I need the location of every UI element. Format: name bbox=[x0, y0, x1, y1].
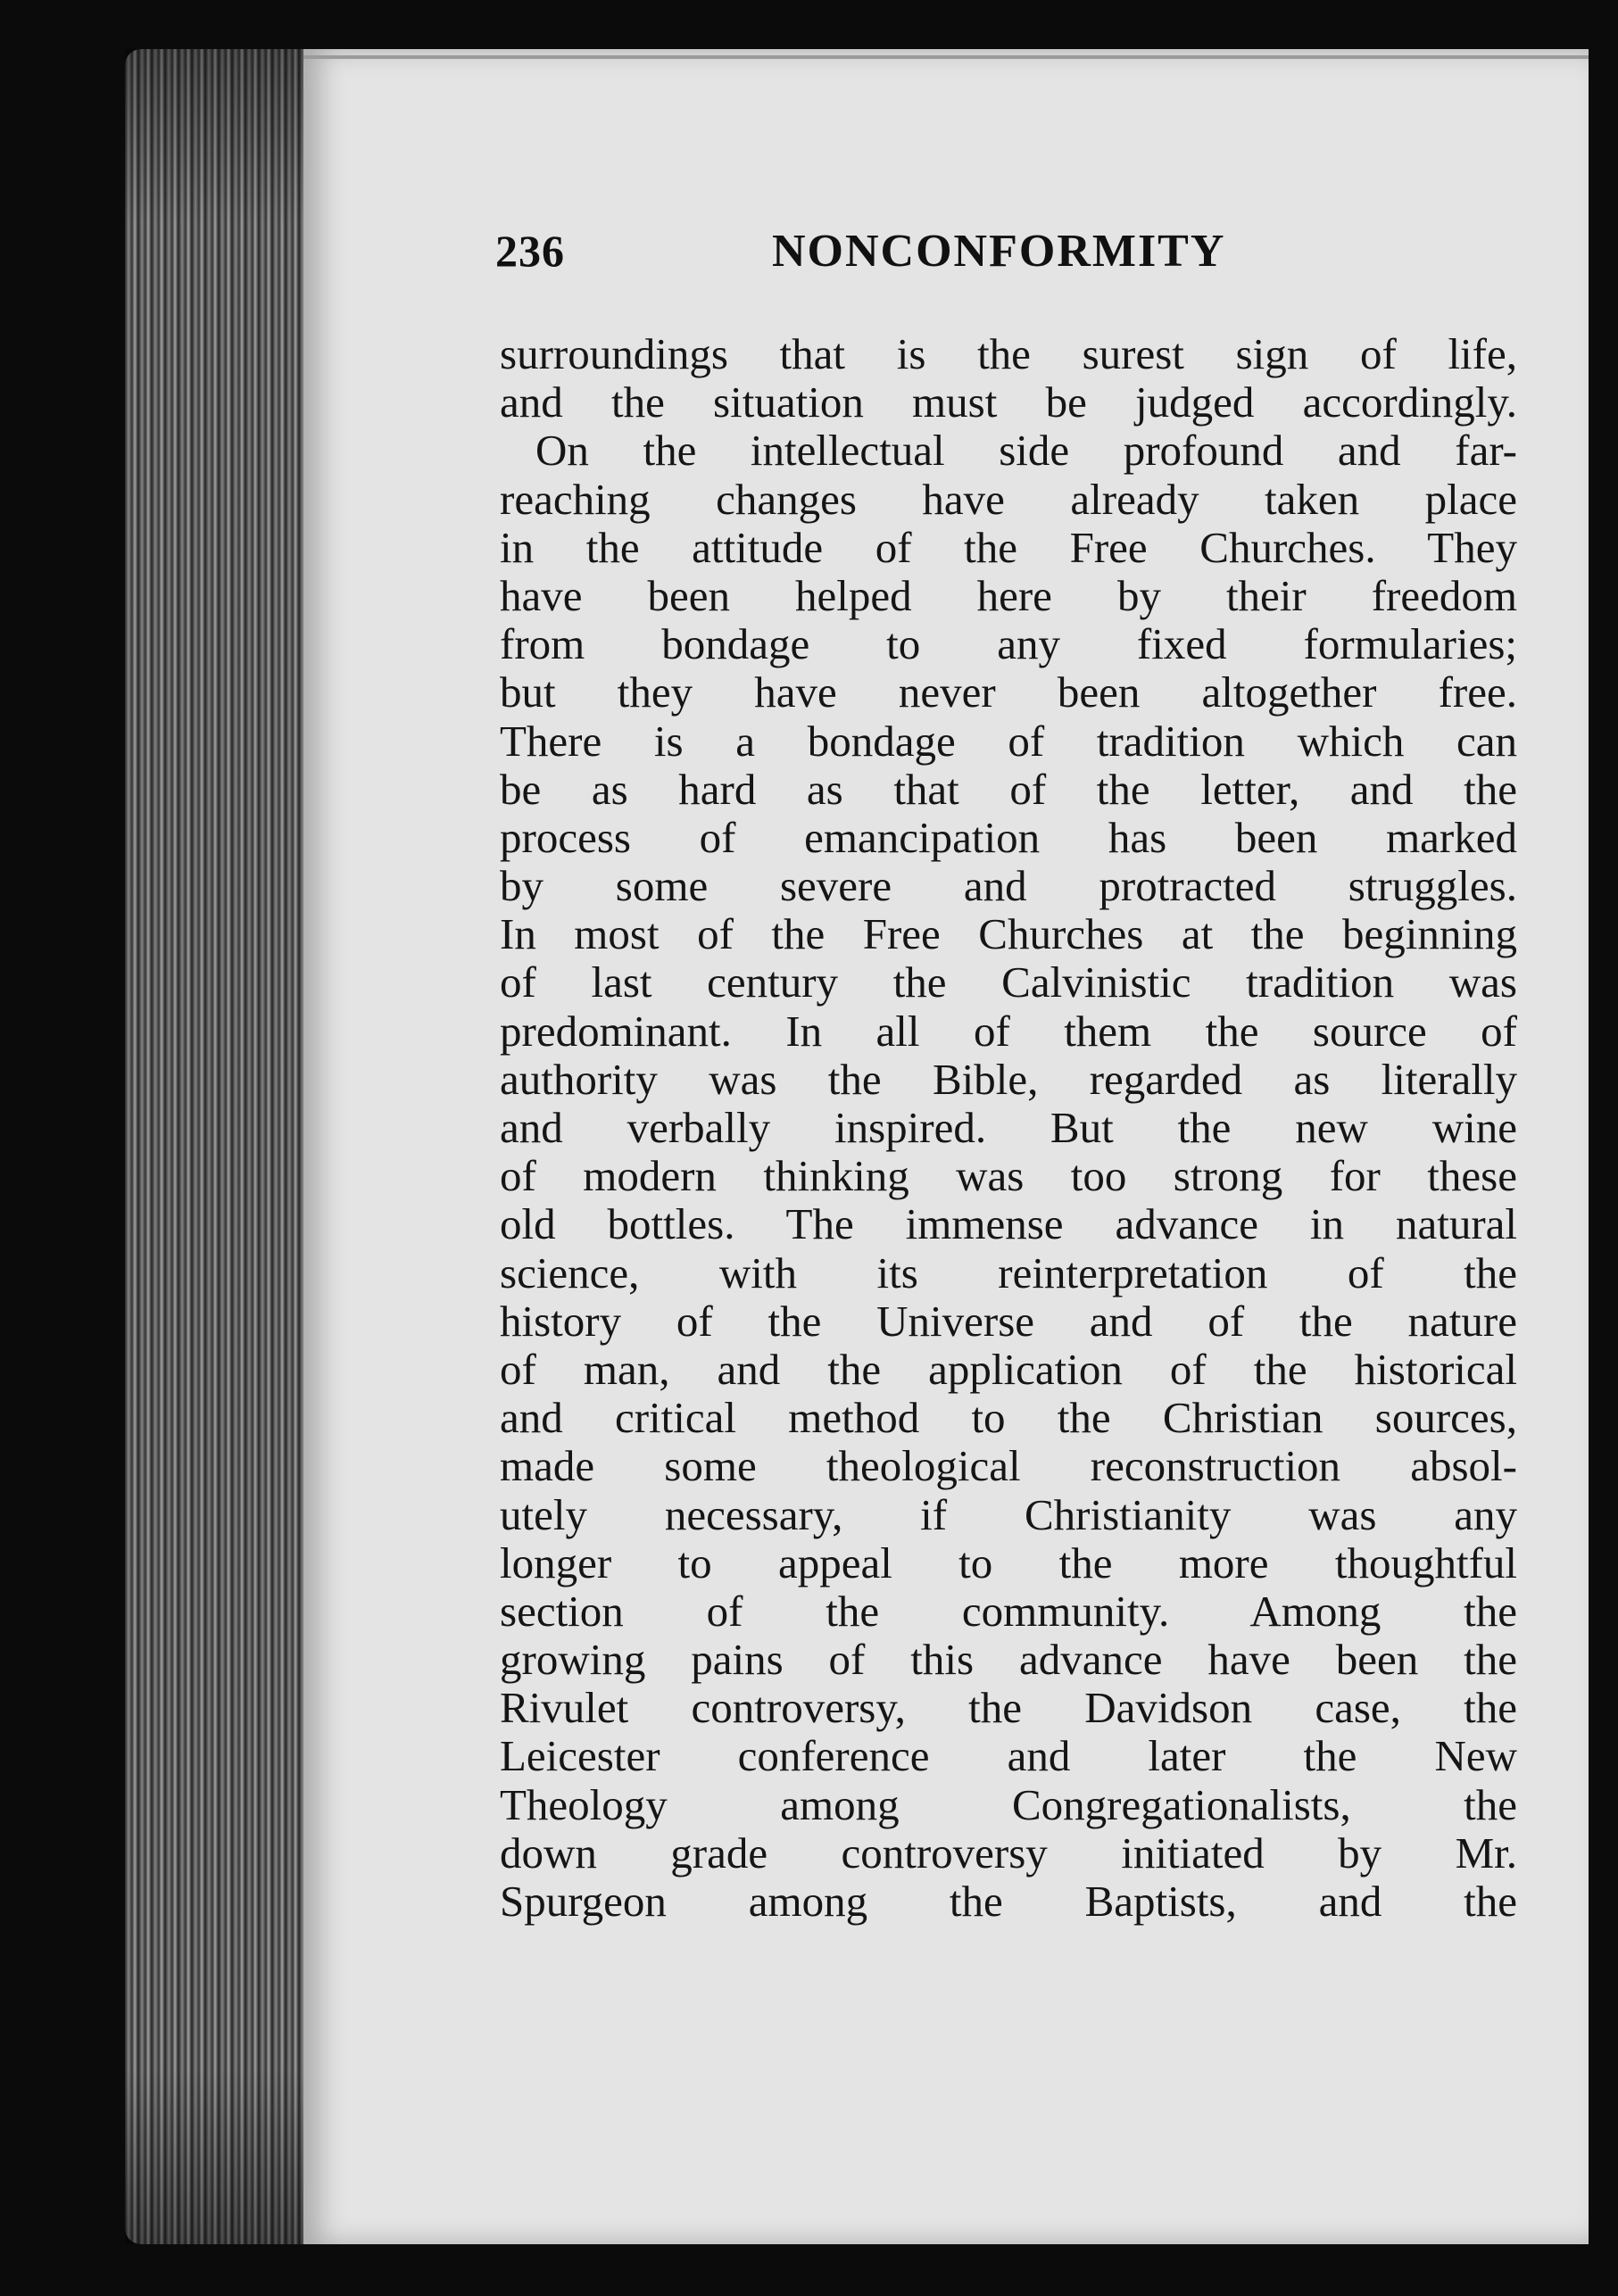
text-line: be as hard as that of the letter, and the bbox=[500, 765, 1517, 814]
text-line: Leicester conference and later the New bbox=[500, 1732, 1517, 1781]
text-line: by some severe and protracted struggles. bbox=[500, 862, 1517, 911]
text-line: from bondage to any fixed formularies; bbox=[500, 620, 1517, 669]
text-line: reaching changes have already taken place bbox=[500, 475, 1517, 524]
text-line: There is a bondage of tradition which can bbox=[500, 717, 1517, 766]
text-line: surroundings that is the surest sign of life, bbox=[500, 330, 1517, 378]
text-line: of modern thinking was too strong for these bbox=[500, 1152, 1517, 1201]
body-text bbox=[500, 330, 1517, 1926]
text-line: predominant. In all of them the source of bbox=[500, 1007, 1517, 1056]
text-line: Theology among Congregationalists, the bbox=[500, 1780, 1517, 1829]
page-top-rule bbox=[303, 55, 1589, 59]
text-line: process of emancipation has been marked bbox=[500, 813, 1517, 862]
text-line: of man, and the application of the historical bbox=[500, 1345, 1517, 1394]
text-line: and critical method to the Christian sources, bbox=[500, 1394, 1517, 1443]
text-line: and the situation must be judged accordingly. bbox=[500, 378, 1517, 427]
page-header bbox=[495, 225, 1513, 287]
text-line: On the intellectual side profound and far- bbox=[535, 427, 1517, 476]
text-line: made some theological reconstruction absol- bbox=[500, 1442, 1517, 1491]
text-line: utely necessary, if Christianity was any bbox=[500, 1490, 1517, 1539]
text-line: of last century the Calvinistic tradition was bbox=[500, 958, 1517, 1007]
text-line: and verbally inspired. But the new wine bbox=[500, 1104, 1517, 1152]
text-line: in the attitude of the Free Churches. They bbox=[500, 523, 1517, 572]
text-line: growing pains of this advance have been the bbox=[500, 1636, 1517, 1685]
text-line: Spurgeon among the Baptists, and the bbox=[500, 1877, 1517, 1926]
text-line: In most of the Free Churches at the beginning bbox=[500, 910, 1517, 959]
book-page-edges bbox=[125, 49, 308, 2244]
text-line: down grade controversy initiated by Mr. bbox=[500, 1828, 1517, 1877]
text-line: history of the Universe and of the nature bbox=[500, 1297, 1517, 1346]
text-line: longer to appeal to the more thoughtful bbox=[500, 1538, 1517, 1587]
page-number: 236 bbox=[495, 226, 565, 276]
text-line: but they have never been altogether free. bbox=[500, 668, 1517, 717]
running-head: NONCONFORMITY bbox=[772, 226, 1226, 277]
text-line: section of the community. Among the bbox=[500, 1587, 1517, 1636]
text-line: old bottles. The immense advance in natural bbox=[500, 1200, 1517, 1249]
text-line: science, with its reinterpretation of the bbox=[500, 1248, 1517, 1297]
text-line: have been helped here by their freedom bbox=[500, 571, 1517, 620]
text-line: Rivulet controversy, the Davidson case, the bbox=[500, 1684, 1517, 1733]
text-line: authority was the Bible, regarded as literally bbox=[500, 1055, 1517, 1104]
